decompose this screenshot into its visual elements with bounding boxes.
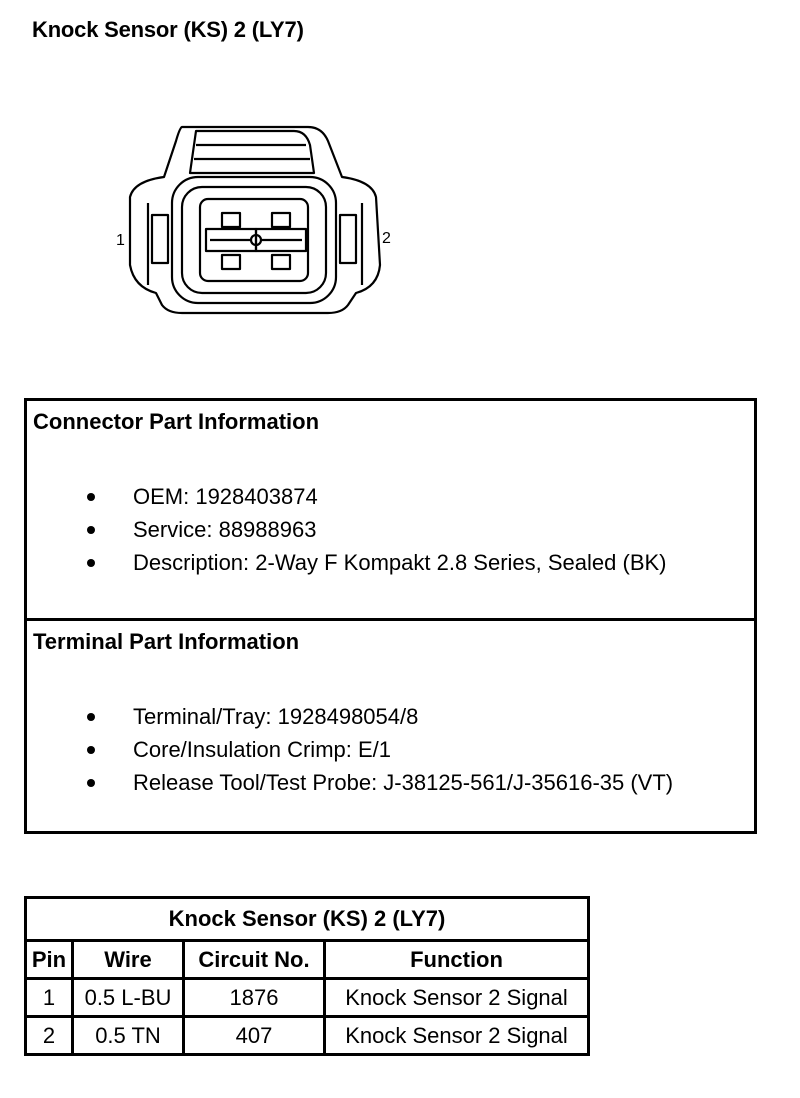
header-pin: Pin bbox=[26, 941, 73, 979]
terminal-release-tool: Release Tool/Test Probe: J-38125-561/J-35616-35 (VT) bbox=[133, 770, 674, 795]
table-row bbox=[26, 979, 589, 1017]
bullet-icon bbox=[87, 779, 95, 787]
list-item bbox=[27, 485, 667, 518]
connector-part-info bbox=[27, 401, 754, 621]
page-title: Knock Sensor (KS) 2 (LY7) bbox=[32, 17, 304, 42]
pin-label-1: 1 bbox=[116, 232, 125, 249]
terminal-tray: Terminal/Tray: 1928498054/8 bbox=[133, 704, 419, 729]
header-function: Function bbox=[325, 941, 589, 979]
terminal-info-list bbox=[27, 705, 673, 804]
terminal-crimp: Core/Insulation Crimp: E/1 bbox=[133, 737, 391, 762]
bullet-icon bbox=[87, 526, 95, 534]
cell-function: Knock Sensor 2 Signal bbox=[325, 1017, 589, 1055]
pin-label-2: 2 bbox=[382, 230, 391, 247]
list-item bbox=[27, 771, 673, 804]
connector-oem: OEM: 1928403874 bbox=[133, 484, 318, 509]
connector-service: Service: 88988963 bbox=[133, 517, 317, 542]
bullet-icon bbox=[87, 559, 95, 567]
bullet-icon bbox=[87, 713, 95, 721]
cell-wire: 0.5 L-BU bbox=[73, 979, 184, 1017]
terminal-part-info bbox=[27, 621, 754, 831]
header-circuit: Circuit No. bbox=[184, 941, 325, 979]
table-header-row bbox=[26, 941, 589, 979]
list-item bbox=[27, 551, 667, 584]
header-wire: Wire bbox=[73, 941, 184, 979]
pin-table-title: Knock Sensor (KS) 2 (LY7) bbox=[26, 898, 589, 941]
bullet-icon bbox=[87, 493, 95, 501]
cell-circuit: 1876 bbox=[184, 979, 325, 1017]
list-item bbox=[27, 518, 667, 551]
pin-table bbox=[24, 896, 590, 1056]
table-row bbox=[26, 1017, 589, 1055]
list-item bbox=[27, 705, 673, 738]
table-caption-row bbox=[26, 898, 589, 941]
connector-description: Description: 2-Way F Kompakt 2.8 Series, Sealed (BK) bbox=[133, 550, 667, 575]
cell-function: Knock Sensor 2 Signal bbox=[325, 979, 589, 1017]
connector-info-list bbox=[27, 485, 667, 584]
terminal-info-heading: Terminal Part Information bbox=[33, 629, 300, 654]
part-info-box bbox=[24, 398, 757, 834]
cell-wire: 0.5 TN bbox=[73, 1017, 184, 1055]
cell-circuit: 407 bbox=[184, 1017, 325, 1055]
list-item bbox=[27, 738, 673, 771]
cell-pin: 2 bbox=[26, 1017, 73, 1055]
bullet-icon bbox=[87, 746, 95, 754]
cell-pin: 1 bbox=[26, 979, 73, 1017]
connector-face-icon bbox=[110, 115, 410, 320]
connector-info-heading: Connector Part Information bbox=[33, 409, 320, 434]
